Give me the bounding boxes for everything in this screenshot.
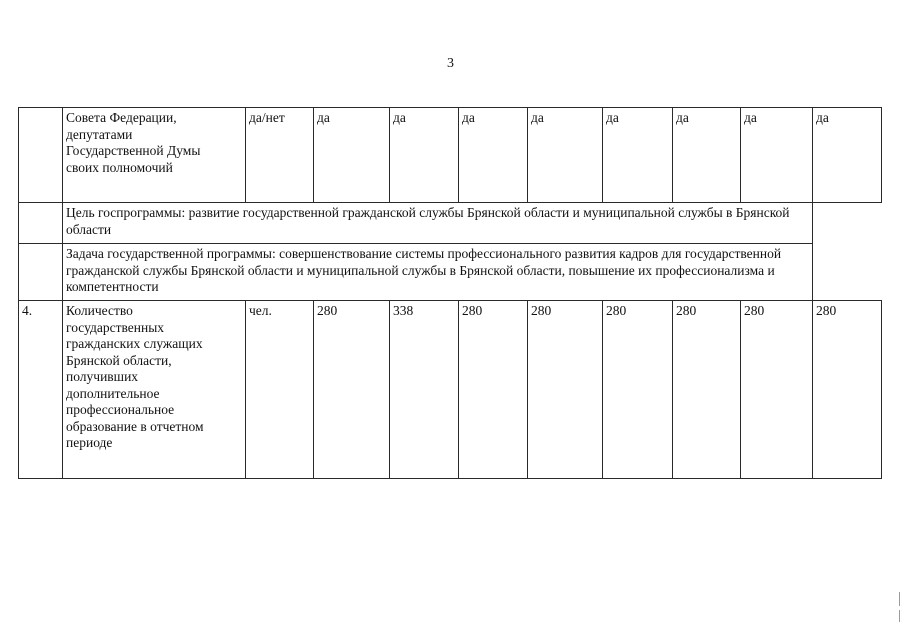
unit-cell: да/нет — [246, 108, 314, 203]
value-cell: да — [528, 108, 603, 203]
task-cell: Задача государственной программы: совершенствование системы профессионального развития кадров для государственной гражданской службы Брянской области и муниципальной службы в Брянской области, повышение их профессионализма и компетентности — [63, 244, 813, 301]
indicator-line: дополнительное — [66, 385, 160, 401]
value-cell: 280 — [813, 301, 882, 479]
value-cell: 280 — [314, 301, 390, 479]
unit-cell: чел. — [246, 301, 314, 479]
value-cell: 280 — [528, 301, 603, 479]
indicator-line: Брянской области, — [66, 352, 172, 368]
scan-mark — [899, 592, 900, 606]
value-cell: 280 — [603, 301, 673, 479]
indicator-line: своих полномочий — [66, 159, 173, 175]
indicator-line: периоде — [66, 435, 113, 450]
empty-number-cell — [19, 244, 63, 301]
value-cell: да — [741, 108, 813, 203]
table-row — [19, 244, 882, 301]
value-cell: да — [314, 108, 390, 203]
table-row — [19, 203, 882, 244]
value-cell: 280 — [459, 301, 528, 479]
indicator-line: гражданских служащих — [66, 336, 203, 351]
row-number-cell — [19, 108, 63, 203]
indicator-line: государственных — [66, 319, 165, 335]
indicator-line: Совета Федерации, — [66, 110, 177, 125]
value-cell: да — [459, 108, 528, 203]
value-cell: 338 — [390, 301, 459, 479]
indicator-line: образование в отчетном — [66, 418, 204, 434]
value-cell: да — [813, 108, 882, 203]
indicators-table — [18, 107, 882, 479]
indicator-line: получивших — [66, 369, 139, 384]
row-number-cell: 4. — [19, 301, 63, 479]
indicator-line: профессиональное — [66, 402, 175, 417]
value-cell: 280 — [673, 301, 741, 479]
indicator-name-cell — [63, 108, 246, 203]
value-cell: 280 — [741, 301, 813, 479]
table-row — [19, 301, 882, 479]
value-cell: да — [603, 108, 673, 203]
goal-cell: Цель госпрограммы: развитие государственной гражданской службы Брянской области и муниципальной службы в Брянской области — [63, 203, 813, 244]
value-cell: да — [390, 108, 459, 203]
value-cell: да — [673, 108, 741, 203]
indicator-line: Государственной Думы — [66, 143, 201, 158]
indicator-line: Количество — [66, 303, 133, 318]
page-number: 3 — [447, 56, 454, 71]
indicator-line: депутатами — [66, 126, 133, 142]
scan-mark — [899, 610, 900, 622]
table-row — [19, 108, 882, 203]
indicator-name-cell — [63, 301, 246, 479]
empty-number-cell — [19, 203, 63, 244]
